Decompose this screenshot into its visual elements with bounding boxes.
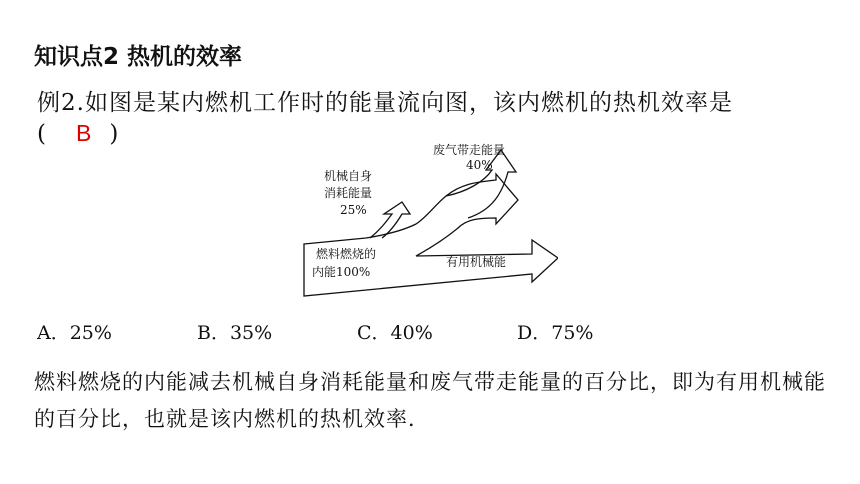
useful-energy-label: 有用机械能 [446, 255, 507, 269]
answer-choice: B [75, 120, 92, 146]
input-label: 燃料燃烧的 [316, 247, 377, 261]
question-text: 例2.如图是某内燃机工作时的能量流向图，该内燃机的热机效率是 [37, 90, 733, 116]
mechanical-loss-label: 机械自身 [324, 169, 373, 183]
answer-line [37, 120, 118, 147]
close-paren: ) [109, 121, 119, 147]
options [37, 318, 677, 345]
option-d: D．75% [517, 322, 594, 344]
option-c: C．40% [357, 322, 433, 344]
energy-flow-diagram [296, 134, 558, 300]
exhaust-percent: 40% [466, 158, 493, 172]
option-a: A．25% [37, 322, 112, 344]
exhaust-label: 废气带走能量 [433, 143, 506, 157]
input-percent: 内能100% [312, 265, 371, 279]
section-title: 知识点2 热机的效率 [34, 44, 243, 70]
mechanical-loss-sub: 消耗能量 [324, 186, 373, 200]
explanation-text: 燃料燃烧的内能减去机械自身消耗能量和废气带走能量的百分比，即为有用机械能的百分比，也就是该内燃机的热机效率． [34, 370, 826, 431]
mechanical-loss-percent: 25% [340, 203, 367, 217]
option-b: B．35% [197, 322, 273, 344]
open-paren: ( [37, 121, 46, 147]
